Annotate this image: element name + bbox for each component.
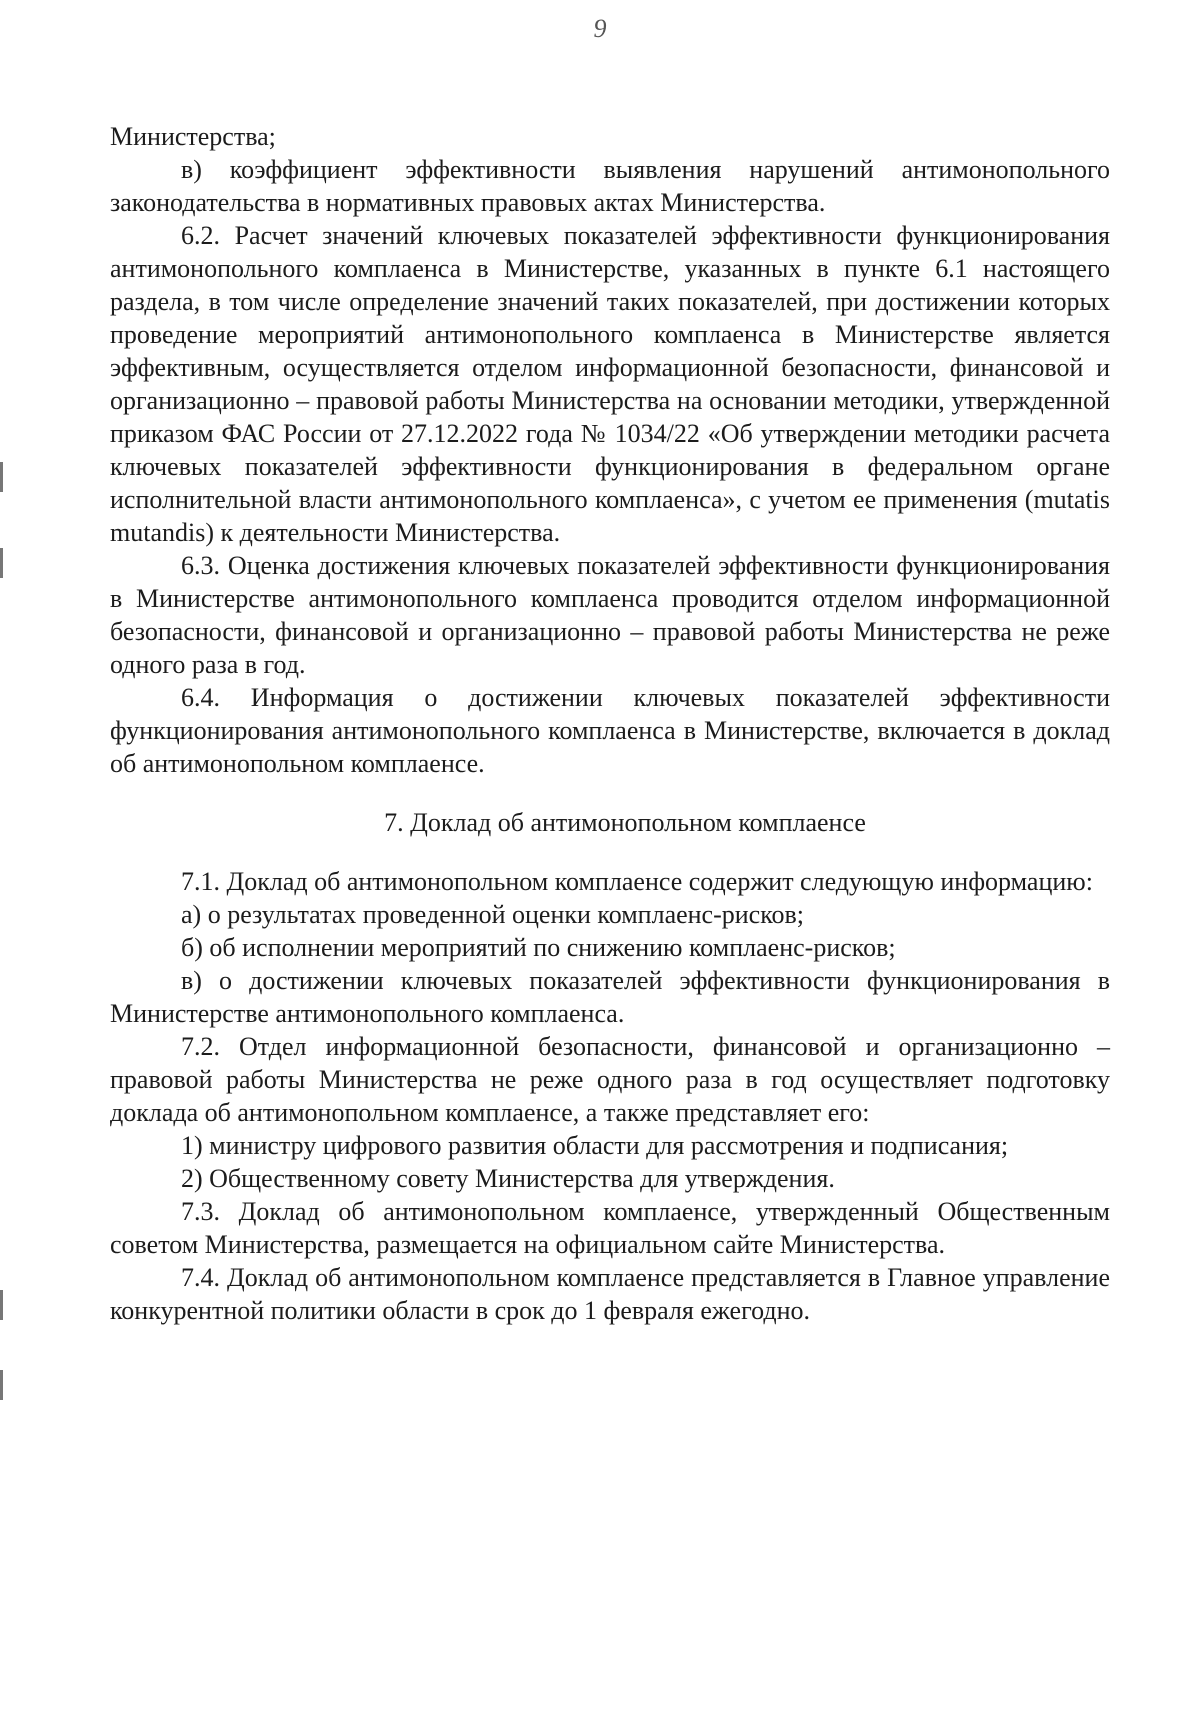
scan-edge-mark [0,462,3,492]
paragraph: 6.4. Информация о достижении ключевых показателей эффективности функционирования антимонопольного комплаенса в Министерстве, включается в доклад об антимонопольном комплаенсе. [110,683,1110,778]
section-heading: 7. Доклад об антимонопольном комплаенсе [384,808,866,837]
scan-edge-mark [0,1370,3,1400]
list-item: а) о результатах проведенной оценки комплаенс-рисков; [181,900,805,929]
paragraph: 7.3. Доклад об антимонопольном комплаенсе, утвержденный Общественным советом Министерства, размещается на официальном сайте Министерства. [110,1197,1110,1259]
list-item: 1) министру цифрового развития области для рассмотрения и подписания; [181,1131,1009,1160]
paragraph: 6.2. Расчет значений ключевых показателей эффективности функционирования антимонопольного комплаенса в Министерстве, указанных в пункте 6.1 настоящего раздела, в том числе определение значений таких показателей, при достижении которых проведение мероприятий антимонопольного комплаенса в Министерстве является эффективным, осуществляется отделом информационной безопасности, финансовой и организационно – правовой работы Министерства на основании методики, утвержденной приказом ФАС России от 27.12.2022 года № 1034/22 «Об утверждении методики расчета ключевых показателей эффективности функционирования в федеральном органе исполнительной власти антимонопольного комплаенса», с учетом ее применения (mutatis mutandis) к деятельности Министерства. [110,221,1110,547]
paragraph: 7.2. Отдел информационной безопасности, финансовой и организационно – правовой работы Министерства не реже одного раза в год осуществляет подготовку доклада об антимонопольном комплаенсе, а также представляет его: [110,1032,1110,1127]
paragraph: в) коэффициент эффективности выявления нарушений антимонопольного законодательства в нормативных правовых актах Министерства. [110,155,1110,217]
paragraph: 7.1. Доклад об антимонопольном комплаенсе содержит следующую информацию: [181,867,1093,896]
list-item: 2) Общественному совету Министерства для утверждения. [181,1164,835,1193]
list-item: в) о достижении ключевых показателей эффективности функционирования в Министерстве антимонопольного комплаенса. [110,966,1110,1028]
document-body [110,120,1110,1327]
paragraph: Министерства; [110,122,276,151]
scan-edge-mark [0,548,3,578]
scan-edge-mark [0,1290,3,1320]
page-number: 9 [593,14,607,43]
list-item: б) об исполнении мероприятий по снижению комплаенс-рисков; [181,933,896,962]
paragraph: 6.3. Оценка достижения ключевых показателей эффективности функционирования в Министерстве антимонопольного комплаенса проводится отделом информационной безопасности, финансовой и организационно – правовой работы Министерства не реже одного раза в год. [110,551,1110,679]
paragraph: 7.4. Доклад об антимонопольном комплаенсе представляется в Главное управление конкурентной политики области в срок до 1 февраля ежегодно. [110,1263,1110,1325]
